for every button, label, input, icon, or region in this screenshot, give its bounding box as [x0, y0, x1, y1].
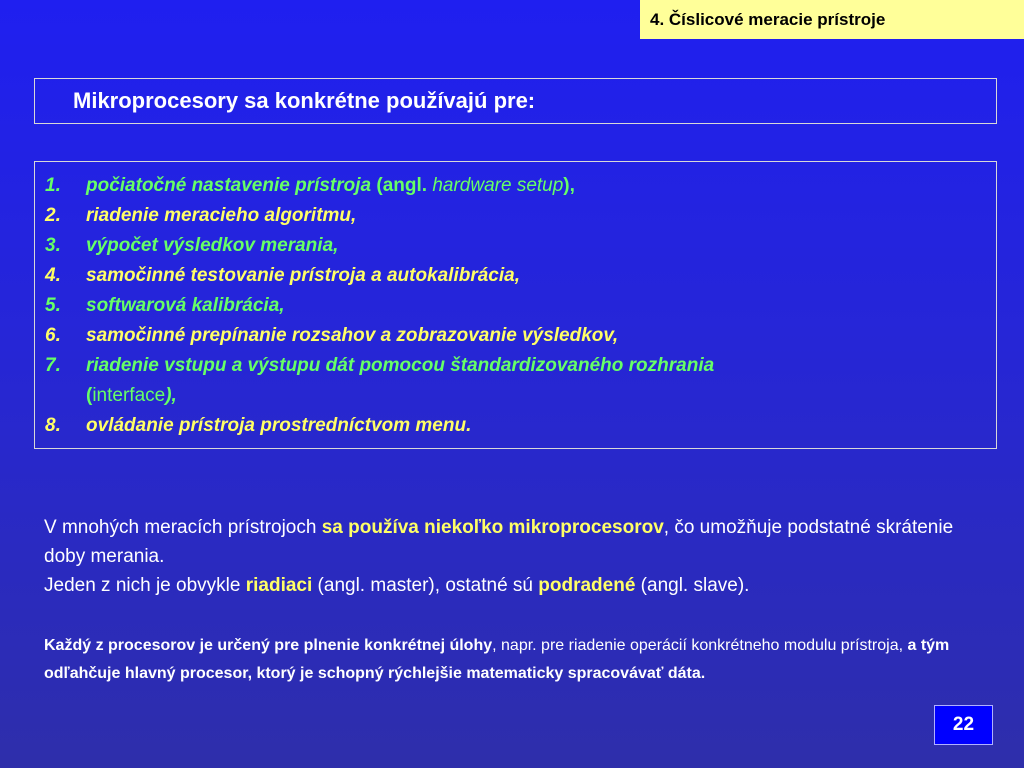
- body-paragraph-multiprocessor: V mnohých meracích prístrojoch sa používa niekoľko mikroprocesorov, čo umožňuje podstatné skrátenie doby merania. Jeden z nich je obvykle riadiaci (angl. master), ostatné sú podradené (angl. slave).: [44, 517, 954, 596]
- page-number-label: 22: [952, 714, 975, 735]
- list-item: [45, 351, 986, 411]
- chapter-tag: [640, 0, 1024, 39]
- slide-title: Mikroprocesory sa konkrétne používajú pre:: [73, 88, 536, 113]
- list-number: 8.: [45, 415, 61, 436]
- list-item: [45, 321, 986, 351]
- list-number: 1.: [45, 175, 61, 196]
- list-text: výpočet výsledkov merania,: [86, 235, 339, 256]
- list-text: samočinné prepínanie rozsahov a zobrazovanie výsledkov,: [86, 325, 619, 346]
- usage-list: [34, 161, 997, 449]
- body-paragraph-processor-tasks: Každý z procesorov je určený pre plnenie konkrétnej úlohy, napr. pre riadenie operácií konkrétneho modulu prístroja, a tým odľahčuje hlavný procesor, ktorý je schopný rýchlejšie matematicky spracovávať dáta.: [44, 637, 950, 682]
- page-number: [934, 705, 993, 745]
- list-text: počiatočné nastavenie prístroja (angl. hardware setup),: [86, 175, 575, 196]
- list-item: [45, 231, 986, 261]
- list-text: riadenie meracieho algoritmu,: [86, 205, 357, 226]
- list-number: 3.: [45, 235, 61, 256]
- list-item: [45, 261, 986, 291]
- list-number: 6.: [45, 325, 61, 346]
- list-item: [45, 291, 986, 321]
- heading-box: [34, 78, 997, 124]
- list-text: softwarová kalibrácia,: [86, 295, 285, 316]
- list-item: [45, 411, 986, 441]
- list-number: 4.: [45, 265, 61, 286]
- chapter-title: 4. Číslicové meracie prístroje: [650, 9, 886, 29]
- list-number: 5.: [45, 295, 61, 316]
- list-number: 7.: [45, 355, 61, 376]
- list-text: samočinné testovanie prístroja a autokalibrácia,: [86, 265, 520, 286]
- list-item: [45, 201, 986, 231]
- list-number: 2.: [45, 205, 61, 226]
- list-item: [45, 171, 986, 201]
- list-text: ovládanie prístroja prostredníctvom menu.: [86, 415, 472, 436]
- list-text: riadenie vstupu a výstupu dát pomocou štandardizovaného rozhrania (interface),: [86, 355, 715, 406]
